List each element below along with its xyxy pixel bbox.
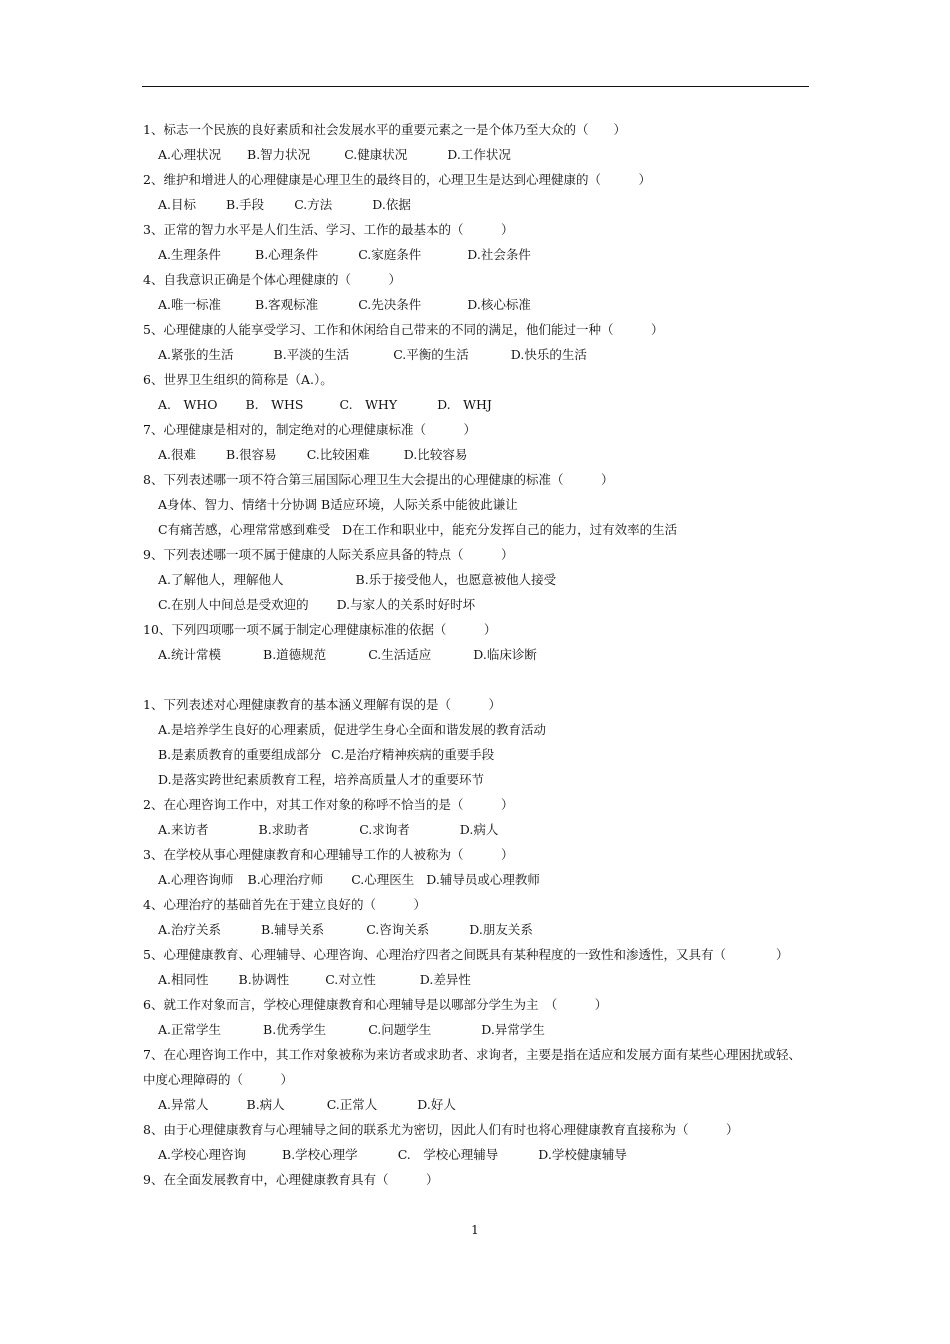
answer-option: D.比较容易 bbox=[403, 447, 468, 462]
option-line bbox=[143, 1017, 813, 1042]
answer-option: A.很难 bbox=[158, 447, 197, 462]
answer-option: C.问题学生 bbox=[368, 1022, 432, 1037]
answer-option: B.客观标准 bbox=[255, 297, 319, 312]
option-line bbox=[143, 717, 813, 742]
answer-option: C有痛苦感，心理常常感到难受 bbox=[158, 522, 331, 537]
answer-option: A.心理咨询师 bbox=[158, 872, 234, 887]
question-text: 2、维护和增进人的心理健康是心理卫生的最终目的，心理卫生是达到心理健康的（ ） bbox=[143, 172, 651, 187]
question-text: 1、标志一个民族的良好素质和社会发展水平的重要元素之一是个体乃至大众的（ ） bbox=[143, 122, 626, 137]
answer-option: B.病人 bbox=[246, 1097, 285, 1112]
answer-option: C. WHY bbox=[339, 397, 398, 412]
answer-option: B.智力状况 bbox=[247, 147, 311, 162]
answer-option: C.健康状况 bbox=[344, 147, 408, 162]
answer-option: A.紧张的生活 bbox=[158, 347, 234, 362]
answer-option: A.了解他人，理解他人 bbox=[158, 572, 284, 587]
answer-option: D.快乐的生活 bbox=[510, 347, 587, 362]
answer-option: C.咨询关系 bbox=[366, 922, 430, 937]
answer-option: D.临床诊断 bbox=[473, 647, 537, 662]
option-line bbox=[143, 1092, 813, 1117]
question-text: 5、心理健康教育、心理辅导、心理咨询、心理治疗四者之间既具有某种程度的一致性和渗透性，又具有（ ） bbox=[143, 947, 789, 962]
question-text: 5、心理健康的人能享受学习、工作和休闲给自己带来的不同的满足，他们能过一种（ ） bbox=[143, 322, 664, 337]
answer-option: D.社会条件 bbox=[467, 247, 531, 262]
question-text: 9、在全面发展教育中，心理健康教育具有（ ） bbox=[143, 1172, 439, 1187]
answer-option: C.正常人 bbox=[326, 1097, 378, 1112]
answer-option: D.病人 bbox=[459, 822, 499, 837]
answer-option: A.目标 bbox=[158, 197, 197, 212]
answer-option: D.依据 bbox=[372, 197, 411, 212]
answer-option: D.是落实跨世纪素质教育工程，培养高质量人才的重要环节 bbox=[158, 772, 485, 787]
option-line bbox=[143, 517, 813, 542]
question-text: 2、在心理咨询工作中，对其工作对象的称呼不恰当的是（ ） bbox=[143, 797, 514, 812]
answer-option: A.唯一标准 bbox=[158, 297, 222, 312]
answer-option: D. WHJ bbox=[437, 397, 492, 412]
question-text: 8、由于心理健康教育与心理辅导之间的联系尤为密切，因此人们有时也将心理健康教育直接称为（ ） bbox=[143, 1122, 739, 1137]
answer-option: C.生活适应 bbox=[368, 647, 432, 662]
answer-option: A.来访者 bbox=[158, 822, 209, 837]
answer-option: A.治疗关系 bbox=[158, 922, 222, 937]
option-line bbox=[143, 592, 813, 617]
answer-option: D.学校健康辅导 bbox=[538, 1147, 627, 1162]
answer-option: B.平淡的生活 bbox=[273, 347, 350, 362]
answer-option: A.相同性 bbox=[158, 972, 209, 987]
option-line bbox=[143, 817, 813, 842]
question-text: 6、就工作对象而言，学校心理健康教育和心理辅导是以哪部分学生为主 （ ） bbox=[143, 997, 608, 1012]
answer-option: B.很容易 bbox=[226, 447, 277, 462]
question-text: 4、心理治疗的基础首先在于建立良好的（ ） bbox=[143, 897, 426, 912]
question-text: 8、下列表述哪一项不符合第三届国际心理卫生大会提出的心理健康的标准（ ） bbox=[143, 472, 614, 487]
question-section bbox=[143, 692, 813, 1192]
question-text: 9、下列表述哪一项不属于健康的人际关系应具备的特点（ ） bbox=[143, 547, 514, 562]
answer-option: C.心理医生 bbox=[351, 872, 415, 887]
question-text: 3、在学校从事心理健康教育和心理辅导工作的人被称为（ ） bbox=[143, 847, 514, 862]
answer-option: A.统计常模 bbox=[158, 647, 222, 662]
answer-option: C.比较困难 bbox=[306, 447, 370, 462]
answer-option: C.平衡的生活 bbox=[393, 347, 469, 362]
answer-option: C.对立性 bbox=[325, 972, 376, 987]
question-text: 10、下列四项哪一项不属于制定心理健康标准的依据（ ） bbox=[143, 622, 497, 637]
option-line bbox=[143, 292, 813, 317]
answer-option: B. WHS bbox=[245, 397, 304, 412]
option-line bbox=[143, 342, 813, 367]
answer-option: B.是素质教育的重要组成部分 bbox=[158, 747, 322, 762]
answer-option: D.朋友关系 bbox=[469, 922, 533, 937]
answer-option: D在工作和职业中，能充分发挥自己的能力，过有效率的生活 bbox=[342, 522, 678, 537]
option-line bbox=[143, 192, 813, 217]
option-line bbox=[143, 867, 813, 892]
document-body bbox=[143, 117, 813, 1192]
answer-option: A.正常学生 bbox=[158, 1022, 222, 1037]
answer-option: B.心理治疗师 bbox=[247, 872, 324, 887]
answer-option: D.工作状况 bbox=[447, 147, 511, 162]
option-line bbox=[143, 1142, 813, 1167]
answer-option: D.辅导员或心理教师 bbox=[426, 872, 540, 887]
option-line bbox=[143, 642, 813, 667]
answer-option: A.心理状况 bbox=[158, 147, 222, 162]
answer-option: C.在别人中间总是受欢迎的 bbox=[158, 597, 309, 612]
answer-option: D.与家人的关系时好时坏 bbox=[336, 597, 476, 612]
option-line bbox=[143, 142, 813, 167]
option-line bbox=[143, 392, 813, 417]
answer-option: B.学校心理学 bbox=[282, 1147, 358, 1162]
option-line bbox=[143, 492, 813, 517]
answer-option: D.好人 bbox=[417, 1097, 456, 1112]
answer-option: B.协调性 bbox=[238, 972, 290, 987]
answer-option: C.求询者 bbox=[359, 822, 410, 837]
answer-option: B.求助者 bbox=[258, 822, 310, 837]
answer-option: B.优秀学生 bbox=[263, 1022, 327, 1037]
option-line bbox=[143, 967, 813, 992]
option-line bbox=[143, 742, 813, 767]
answer-option: C.家庭条件 bbox=[358, 247, 422, 262]
question-text: 1、下列表述对心理健康教育的基本涵义理解有误的是（ ） bbox=[143, 697, 501, 712]
page-number: 1 bbox=[471, 1223, 479, 1237]
question-text: 7、心理健康是相对的，制定绝对的心理健康标准（ ） bbox=[143, 422, 476, 437]
option-line bbox=[143, 242, 813, 267]
answer-option: B.乐于接受他人，也愿意被他人接受 bbox=[355, 572, 557, 587]
answer-option: B.道德规范 bbox=[263, 647, 327, 662]
answer-option: A.异常人 bbox=[158, 1097, 209, 1112]
option-line bbox=[143, 917, 813, 942]
option-line bbox=[143, 442, 813, 467]
question-text: 4、自我意识正确是个体心理健康的（ ） bbox=[143, 272, 401, 287]
answer-option: C.方法 bbox=[294, 197, 333, 212]
answer-option: C.是治疗精神疾病的重要手段 bbox=[331, 747, 495, 762]
header-rule bbox=[142, 86, 809, 87]
answer-option: C.先决条件 bbox=[358, 297, 422, 312]
answer-option: B.辅导关系 bbox=[261, 922, 325, 937]
answer-option: B.心理条件 bbox=[255, 247, 319, 262]
answer-option: D.异常学生 bbox=[481, 1022, 545, 1037]
answer-option: B.手段 bbox=[226, 197, 265, 212]
answer-option: A.学校心理咨询 bbox=[158, 1147, 247, 1162]
question-text: 3、正常的智力水平是人们生活、学习、工作的最基本的（ ） bbox=[143, 222, 514, 237]
question-text: 6、世界卫生组织的简称是（A.）。 bbox=[143, 372, 333, 387]
option-line bbox=[143, 567, 813, 592]
answer-option: A身体、智力、情绪十分协调 bbox=[158, 497, 318, 512]
answer-option: A.生理条件 bbox=[158, 247, 222, 262]
answer-option: C. 学校心理辅导 bbox=[397, 1147, 499, 1162]
question-section bbox=[143, 117, 813, 667]
answer-option: A.是培养学生良好的心理素质，促进学生身心全面和谐发展的教育活动 bbox=[158, 722, 547, 737]
answer-option: A. WHO bbox=[158, 397, 218, 412]
option-line bbox=[143, 767, 813, 792]
answer-option: B适应环境，人际关系中能彼此谦让 bbox=[321, 497, 518, 512]
answer-option: D.核心标准 bbox=[467, 297, 531, 312]
question-text: 7、在心理咨询工作中，其工作对象被称为来访者或求助者、求询者，主要是指在适应和发展方面有某些心理困扰或轻、中度心理障碍的（ ） bbox=[143, 1047, 801, 1087]
answer-option: D.差异性 bbox=[419, 972, 471, 987]
